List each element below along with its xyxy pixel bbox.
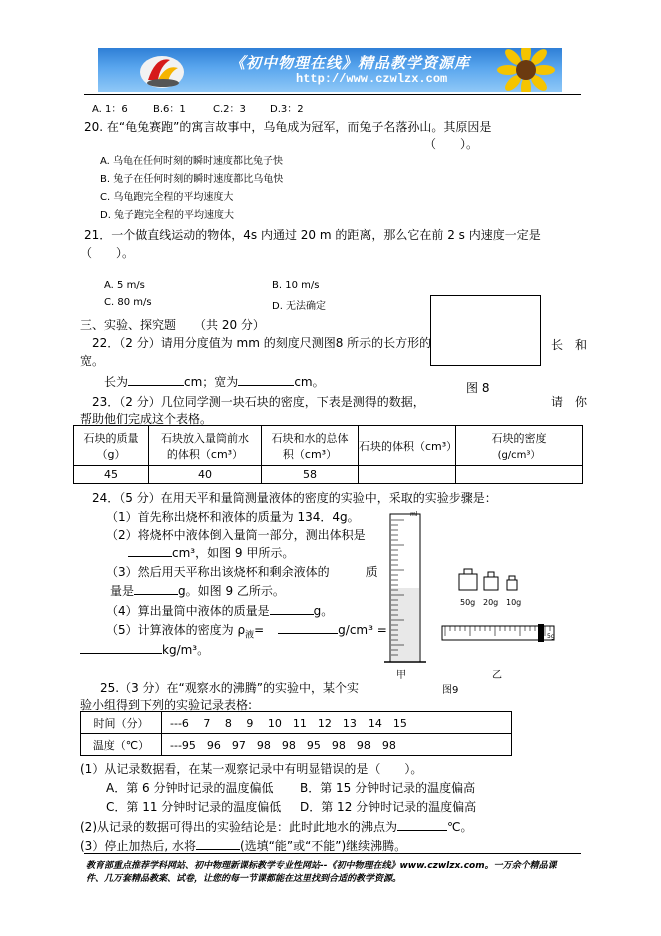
table-row (74, 466, 583, 484)
section-heading: 三、实验、探究题 （共 20 分） (80, 318, 265, 332)
q23-line1: 23．（2 分）几位同学测一块石块的密度，下表是测得的数据， (92, 395, 425, 409)
q24-step5-unit-line: kg/m³。 (80, 641, 209, 658)
table-header-cell: 石块的密度 (g/cm³） (456, 426, 583, 466)
q20-option-a: A. 乌龟在任何时刻的瞬时速度都比兔子快 (100, 156, 284, 167)
weights (459, 569, 517, 590)
footer-line2: 件、几万套精品教案、试卷，让您的每一节课都能在这里找到合适的教学资源。 (86, 874, 402, 884)
q25-boiling-point-blank[interactable] (397, 819, 447, 831)
q24-line1: 24．（5 分）在用天平和量筒测量液体的密度的实验中，采取的实验步骤是： (92, 491, 497, 505)
table-cell: 40 (149, 466, 262, 484)
figure-9 (380, 508, 580, 698)
cylinder-unit: ml (410, 511, 418, 518)
balance-slider-ruler (442, 624, 554, 642)
figure-9-yi-label: 乙 (492, 670, 502, 681)
q25-line2: 验小组得到下列的实验记录表格: (80, 698, 253, 712)
figure-9-jia-label: 甲 (396, 670, 406, 681)
banner-url[interactable]: http://www.czwlzx.com (296, 72, 448, 86)
header-rule (84, 94, 581, 95)
table-header-cell: 石块放入量筒前水 的体积（cm³） (149, 426, 262, 466)
q25-part2: (2)从记录的数据可得出的实验结论是：此时此地水的沸点为 ℃。 (80, 820, 473, 834)
table-cell-blank[interactable] (456, 466, 583, 484)
figure-8-rectangle (430, 295, 541, 366)
q24-mass-blank[interactable] (134, 583, 178, 595)
q22-unit: cm。 (294, 375, 325, 389)
q21-option-a: A. 5 m/s (104, 280, 145, 291)
q25-line1: 25.（3 分）在“观察水的沸腾”的实验中，某个实 (100, 681, 359, 695)
q23-line1-tail: 请 你 (551, 395, 588, 409)
q25-continue-blank[interactable] (196, 838, 240, 850)
boiling-table (80, 711, 512, 756)
table-cell: 45 (74, 466, 149, 484)
table-header-row (74, 426, 583, 466)
q25-part3: (3）停止加热后, 水将 (选填“能”或“不能”)继续沸腾。 (80, 839, 407, 853)
q24-volume-blank[interactable] (128, 545, 172, 557)
banner-title: 《初中物理在线》精品教学资源库 (230, 54, 471, 72)
table-header-cell: 石块的质量 （g） (74, 426, 149, 466)
q23-line2: 帮助他们完成这个表格。 (80, 412, 213, 426)
q24-density-gcm3-blank[interactable] (278, 622, 338, 634)
footer-rule (84, 853, 581, 854)
q20-answer-paren: （ ）。 (424, 137, 479, 151)
q24-step2: （2）将烧杯中液体倒入量筒一部分，测出体积是 (106, 528, 366, 542)
table-cell-blank[interactable] (359, 466, 456, 484)
q20-stem: 20. 在“龟兔赛跑”的寓言故事中，乌龟成为冠军，而兔子名落孙山。其原因是 (84, 120, 492, 134)
site-logo (136, 50, 188, 90)
q25-option-d: D．第 12 分钟时记录的温度偏高 (300, 800, 477, 814)
q24-density-kgm3-blank[interactable] (80, 642, 162, 654)
time-label-cell: 时间（分） (81, 712, 162, 734)
sunflower-icon (486, 48, 562, 92)
q20-option-c: C. 乌龟跑完全程的平均速度大 (100, 192, 234, 203)
q22-line1: 22．（2 分）请用分度值为 mm 的刻度尺测图8 所示的长方形的 (92, 336, 432, 350)
q19-option-c: C.2：3 (213, 104, 246, 115)
q20-option-b: B. 兔子在任何时刻的瞬时速度都比乌龟快 (100, 174, 284, 185)
q22-width-blank[interactable] (238, 374, 294, 386)
q24-step3: （3）然后用天平称出该烧杯和剩余液体的 质 (106, 565, 378, 579)
q22-answer-line (104, 373, 325, 390)
table-cell: 58 (262, 466, 359, 484)
q22-width-label: cm；宽为 (184, 375, 239, 389)
q21-option-c: C. 80 m/s (104, 297, 152, 308)
q22-length-label: 长为 (104, 375, 129, 389)
figure-9-caption: 图9 (442, 685, 459, 696)
q22-line1-tail: 长 和 (551, 338, 588, 352)
q19-option-d: D.3：2 (270, 104, 304, 115)
footer-line1: 教育部重点推荐学科网站、初中物理新课标教学专业性网站--《初中物理在线》www.czwlzx.com。一万余个精品课 (86, 861, 557, 871)
q21-stem: 21．一个做直线运动的物体，4s 内通过 20 m 的距离，那么它在前 2 s 内速度一定是 (84, 228, 541, 242)
weight-50g-label: 50g (460, 598, 476, 607)
graduated-cylinder (384, 514, 426, 662)
q24-step2-answer: cm³，如图 9 甲所示。 (128, 544, 294, 561)
q24-step3-answer: 量是 g。如图 9 乙所示。 (110, 584, 285, 598)
weight-20g-label: 20g (483, 598, 499, 607)
temp-label-cell: 温度（℃） (81, 734, 162, 756)
table-row (81, 712, 512, 734)
q20-option-d: D. 兔子跑完全程的平均速度大 (100, 210, 235, 221)
temp-values-cell: ---95 96 97 98 98 95 98 98 98 (162, 734, 512, 756)
q25-option-c: C．第 11 分钟时记录的温度偏低 (106, 800, 282, 814)
weight-10g-label: 10g (506, 598, 522, 607)
q22-line2: 宽。 (80, 354, 105, 368)
q24-step1: （1）首先称出烧杯和液体的质量为 134．4g。 (106, 510, 360, 524)
table-row (81, 734, 512, 756)
q19-option-b: B.6：1 (153, 104, 186, 115)
q21-answer-paren: （ ）。 (80, 246, 135, 260)
q25-part1: (1）从记录数据看，在某一观察记录中有明显错误的是（ ）。 (80, 762, 423, 776)
q24-step4: （4）算出量筒中液体的质量是 g。 (106, 604, 334, 618)
time-values-cell: ---6 7 8 9 10 11 12 13 14 15 (162, 712, 512, 734)
figure-8-caption: 图 8 (466, 381, 490, 395)
q25-option-b: B．第 15 分钟时记录的温度偏高 (300, 781, 476, 795)
q21-option-b: B. 10 m/s (272, 280, 320, 291)
ruler-end-label: 5g (547, 633, 555, 640)
q24-liquid-mass-blank[interactable] (270, 603, 314, 615)
q22-length-blank[interactable] (128, 374, 184, 386)
q21-option-d: D. 无法确定 (272, 301, 327, 312)
table-header-cell: 石块和水的总体 积（cm³） (262, 426, 359, 466)
density-table (73, 425, 583, 484)
header-banner (98, 48, 562, 92)
q25-option-a: A．第 6 分钟时记录的温度偏低 (106, 781, 274, 795)
table-header-cell: 石块的体积（cm³） (359, 426, 456, 466)
q19-option-a: A. 1：6 (92, 104, 128, 115)
q24-step5: （5）计算液体的密度为 $\rho_液= g/cm^3$ = (106, 623, 387, 641)
